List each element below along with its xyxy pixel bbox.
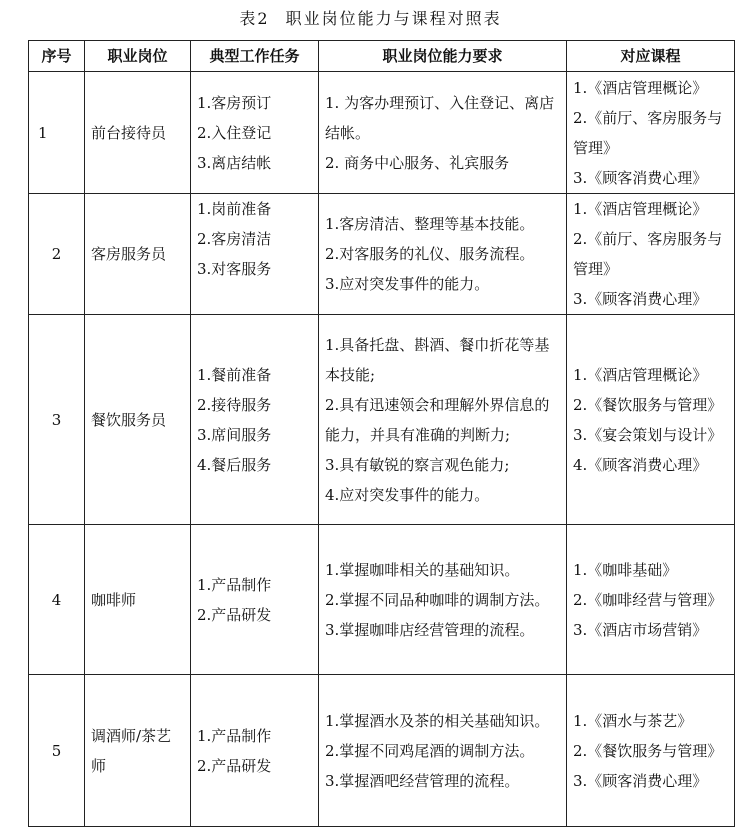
row-number: 3 <box>29 315 85 525</box>
task-item: 1.客房预订 <box>197 93 272 112</box>
row-number: 2 <box>29 194 85 315</box>
related-courses <box>567 525 735 675</box>
requirement-item: 2.具有迅速领会和理解外界信息的能力，并具有准确的判断力; <box>325 395 550 444</box>
task-item: 2.产品研发 <box>197 756 272 775</box>
table-row <box>29 315 735 525</box>
job-position: 前台接待员 <box>85 72 191 194</box>
requirement-item: 3.掌握酒吧经营管理的流程。 <box>325 771 520 790</box>
table-row <box>29 675 735 827</box>
course-item: 3.《顾客消费心理》 <box>573 168 708 187</box>
task-item: 2.客房清洁 <box>197 230 272 248</box>
task-item: 1.岗前准备 <box>197 200 272 218</box>
task-item: 2.入住登记 <box>197 123 272 142</box>
job-position: 客房服务员 <box>85 194 191 315</box>
job-position: 餐饮服务员 <box>85 315 191 525</box>
task-item: 2.接待服务 <box>197 395 272 414</box>
task-item: 1.产品制作 <box>197 575 272 594</box>
course-item: 2.《餐饮服务与管理》 <box>573 395 723 414</box>
table-header-row <box>29 41 735 72</box>
comparison-table <box>28 40 735 827</box>
course-item: 1.《咖啡基础》 <box>573 560 678 579</box>
requirement-item: 1.具备托盘、斟酒、餐巾折花等基本技能; <box>325 335 550 384</box>
header-requirements: 职业岗位能力要求 <box>319 41 567 72</box>
requirement-item: 3.具有敏锐的察言观色能力; <box>325 455 510 474</box>
course-item: 1.《酒店管理概论》 <box>573 78 708 97</box>
ability-requirements <box>319 675 567 827</box>
row-number: 4 <box>29 525 85 675</box>
requirement-item: 1.掌握咖啡相关的基础知识。 <box>325 560 520 579</box>
job-position: 调酒师/茶艺师 <box>85 675 191 827</box>
header-tasks: 典型工作任务 <box>191 41 319 72</box>
row-number: 1 <box>29 72 85 194</box>
ability-requirements <box>319 194 567 315</box>
course-item: 2.《咖啡经营与管理》 <box>573 590 723 609</box>
course-item: 4.《顾客消费心理》 <box>573 455 708 474</box>
course-item: 3.《顾客消费心理》 <box>573 771 708 790</box>
typical-tasks <box>191 194 319 315</box>
requirement-item: 2.掌握不同鸡尾酒的调制方法。 <box>325 741 535 760</box>
task-item: 1.产品制作 <box>197 726 272 745</box>
table-caption-label: 表2 <box>239 9 270 28</box>
typical-tasks <box>191 72 319 194</box>
header-position: 职业岗位 <box>85 41 191 72</box>
task-item: 4.餐后服务 <box>197 455 272 474</box>
task-item: 3.席间服务 <box>197 425 272 444</box>
requirement-item: 1.客房清洁、整理等基本技能。 <box>325 215 535 233</box>
table-row <box>29 194 735 315</box>
header-no: 序号 <box>29 41 85 72</box>
table-row <box>29 525 735 675</box>
table-caption <box>0 6 741 30</box>
course-item: 2.《餐饮服务与管理》 <box>573 741 723 760</box>
requirement-item: 2.掌握不同品种咖啡的调制方法。 <box>325 590 550 609</box>
requirement-item: 1. 为客办理预订、入住登记、离店结帐。 <box>325 93 555 142</box>
course-item: 3.《顾客消费心理》 <box>573 290 708 308</box>
requirement-item: 3.应对突发事件的能力。 <box>325 275 490 293</box>
ability-requirements <box>319 315 567 525</box>
requirement-item: 3.掌握咖啡店经营管理的流程。 <box>325 620 535 639</box>
course-item: 1.《酒水与茶艺》 <box>573 711 693 730</box>
row-number: 5 <box>29 675 85 827</box>
task-item: 1.餐前准备 <box>197 365 272 384</box>
course-item: 2.《前厅、客房服务与管理》 <box>573 108 723 157</box>
header-courses: 对应课程 <box>567 41 735 72</box>
task-item: 2.产品研发 <box>197 605 272 624</box>
task-item: 3.对客服务 <box>197 260 272 278</box>
requirement-item: 2. 商务中心服务、礼宾服务 <box>325 153 510 172</box>
related-courses <box>567 72 735 194</box>
course-item: 2.《前厅、客房服务与管理》 <box>573 230 723 278</box>
requirement-item: 1.掌握酒水及茶的相关基础知识。 <box>325 711 550 730</box>
course-item: 3.《宴会策划与设计》 <box>573 425 723 444</box>
ability-requirements <box>319 72 567 194</box>
job-position: 咖啡师 <box>85 525 191 675</box>
requirement-item: 4.应对突发事件的能力。 <box>325 485 490 504</box>
task-item: 3.离店结帐 <box>197 153 272 172</box>
table-row <box>29 72 735 194</box>
typical-tasks <box>191 525 319 675</box>
course-item: 1.《酒店管理概论》 <box>573 365 708 384</box>
course-item: 3.《酒店市场营销》 <box>573 620 708 639</box>
table-caption-title: 职业岗位能力与课程对照表 <box>285 9 502 28</box>
requirement-item: 2.对客服务的礼仪、服务流程。 <box>325 245 535 263</box>
course-item: 1.《酒店管理概论》 <box>573 200 708 218</box>
related-courses <box>567 194 735 315</box>
related-courses <box>567 675 735 827</box>
typical-tasks <box>191 315 319 525</box>
typical-tasks <box>191 675 319 827</box>
ability-requirements <box>319 525 567 675</box>
related-courses <box>567 315 735 525</box>
